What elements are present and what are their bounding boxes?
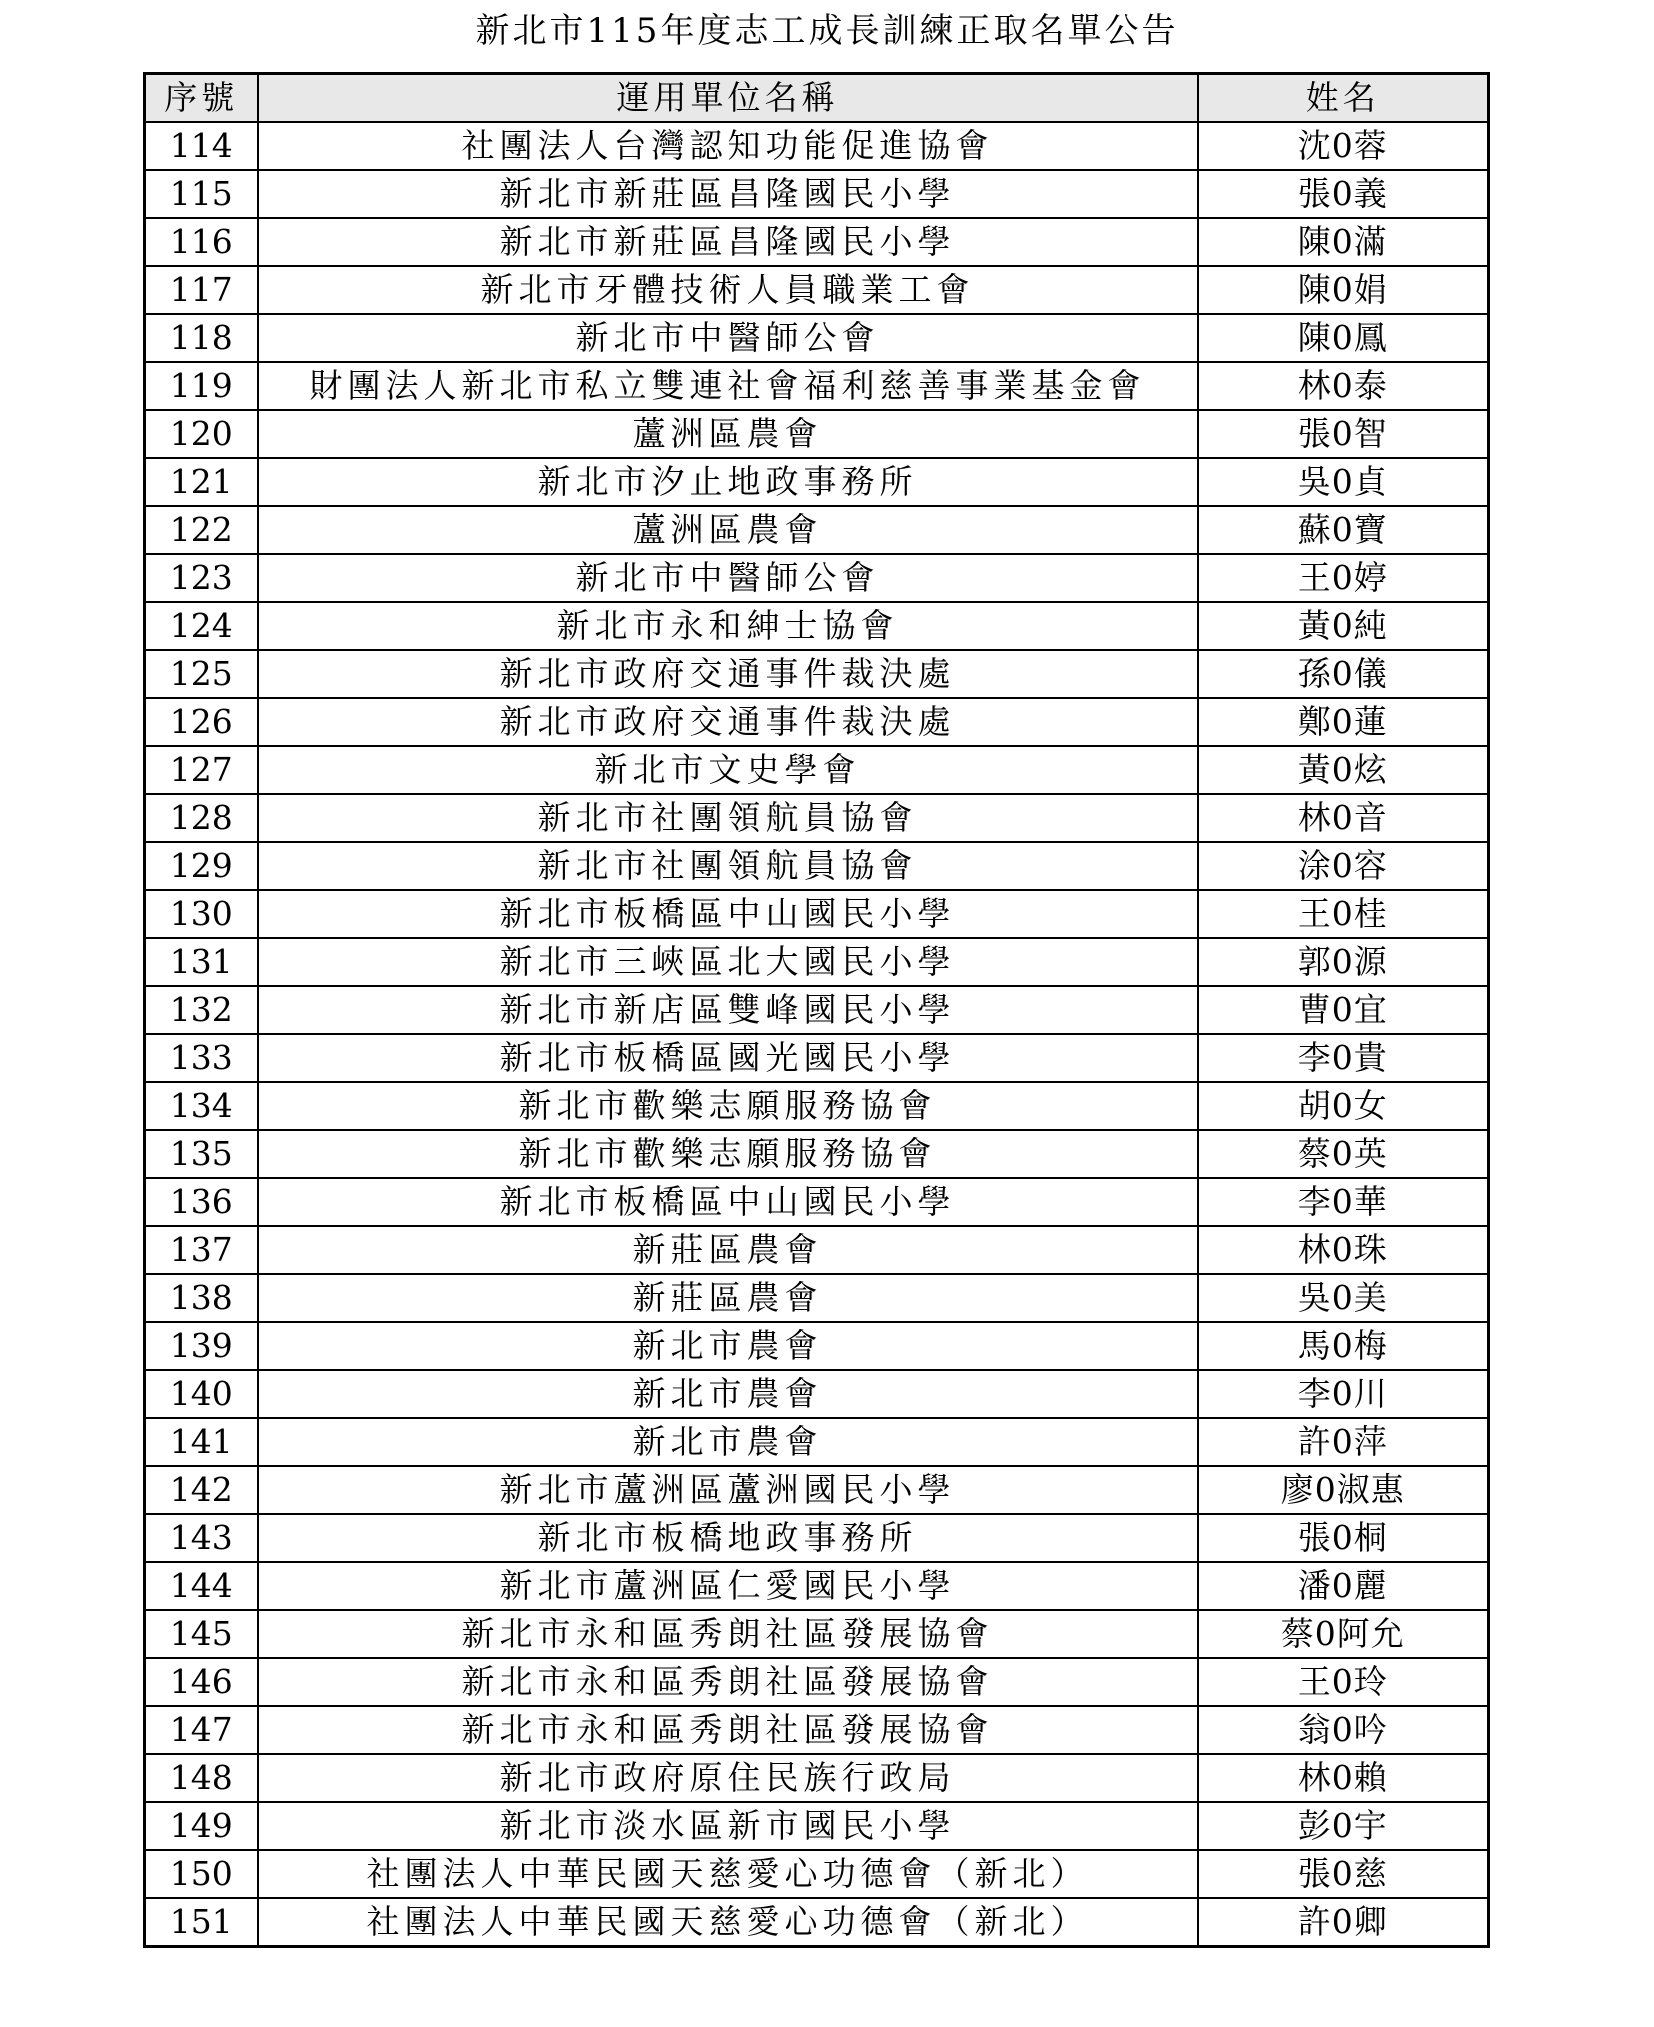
unit-name-cell: 新北市歡樂志願服務協會 <box>258 1130 1198 1178</box>
unit-name-cell: 新北市新莊區昌隆國民小學 <box>258 218 1198 266</box>
table-row <box>145 1130 1489 1178</box>
serial-number-cell: 124 <box>145 602 258 650</box>
unit-name-cell: 新北市新莊區昌隆國民小學 <box>258 170 1198 218</box>
unit-name-cell: 新北市永和區秀朗社區發展協會 <box>258 1610 1198 1658</box>
table-row <box>145 1658 1489 1706</box>
person-name-cell: 蔡0阿允 <box>1198 1610 1489 1658</box>
unit-name-cell: 新北市農會 <box>258 1370 1198 1418</box>
unit-name-cell: 財團法人新北市私立雙連社會福利慈善事業基金會 <box>258 362 1198 410</box>
table-row <box>145 1274 1489 1322</box>
table-row <box>145 842 1489 890</box>
table-row <box>145 794 1489 842</box>
unit-name-cell: 新莊區農會 <box>258 1226 1198 1274</box>
person-name-cell: 潘0麗 <box>1198 1562 1489 1610</box>
serial-number-cell: 151 <box>145 1898 258 1947</box>
table-row <box>145 1562 1489 1610</box>
table-row <box>145 650 1489 698</box>
serial-number-cell: 117 <box>145 266 258 314</box>
person-name-cell: 張0義 <box>1198 170 1489 218</box>
unit-name-cell: 新北市文史學會 <box>258 746 1198 794</box>
unit-name-cell: 新北市政府交通事件裁決處 <box>258 698 1198 746</box>
table-row <box>145 218 1489 266</box>
unit-name-cell: 社團法人中華民國天慈愛心功德會（新北） <box>258 1898 1198 1947</box>
unit-name-cell: 新北市中醫師公會 <box>258 314 1198 362</box>
table-row <box>145 1418 1489 1466</box>
serial-number-cell: 128 <box>145 794 258 842</box>
person-name-cell: 曹0宜 <box>1198 986 1489 1034</box>
serial-number-cell: 137 <box>145 1226 258 1274</box>
person-name-cell: 陳0娟 <box>1198 266 1489 314</box>
table-row <box>145 458 1489 506</box>
unit-name-cell: 社團法人台灣認知功能促進協會 <box>258 122 1198 170</box>
table-row <box>145 266 1489 314</box>
unit-name-cell: 新北市板橋區國光國民小學 <box>258 1034 1198 1082</box>
person-name-cell: 孫0儀 <box>1198 650 1489 698</box>
serial-number-cell: 149 <box>145 1802 258 1850</box>
unit-name-cell: 新北市牙體技術人員職業工會 <box>258 266 1198 314</box>
header-person-name: 姓名 <box>1198 74 1489 123</box>
person-name-cell: 張0智 <box>1198 410 1489 458</box>
serial-number-cell: 122 <box>145 506 258 554</box>
serial-number-cell: 150 <box>145 1850 258 1898</box>
person-name-cell: 黃0純 <box>1198 602 1489 650</box>
person-name-cell: 鄭0蓮 <box>1198 698 1489 746</box>
header-row <box>145 74 1489 123</box>
serial-number-cell: 119 <box>145 362 258 410</box>
serial-number-cell: 141 <box>145 1418 258 1466</box>
table-row <box>145 890 1489 938</box>
table-row <box>145 1802 1489 1850</box>
person-name-cell: 王0婷 <box>1198 554 1489 602</box>
unit-name-cell: 社團法人中華民國天慈愛心功德會（新北） <box>258 1850 1198 1898</box>
person-name-cell: 陳0鳳 <box>1198 314 1489 362</box>
table-row <box>145 1898 1489 1947</box>
table-row <box>145 1082 1489 1130</box>
person-name-cell: 翁0吟 <box>1198 1706 1489 1754</box>
unit-name-cell: 新北市蘆洲區蘆洲國民小學 <box>258 1466 1198 1514</box>
serial-number-cell: 118 <box>145 314 258 362</box>
serial-number-cell: 138 <box>145 1274 258 1322</box>
person-name-cell: 許0卿 <box>1198 1898 1489 1947</box>
serial-number-cell: 143 <box>145 1514 258 1562</box>
serial-number-cell: 148 <box>145 1754 258 1802</box>
unit-name-cell: 新北市社團領航員協會 <box>258 842 1198 890</box>
table-row <box>145 122 1489 170</box>
serial-number-cell: 116 <box>145 218 258 266</box>
serial-number-cell: 126 <box>145 698 258 746</box>
person-name-cell: 許0萍 <box>1198 1418 1489 1466</box>
unit-name-cell: 新北市蘆洲區仁愛國民小學 <box>258 1562 1198 1610</box>
unit-name-cell: 新北市中醫師公會 <box>258 554 1198 602</box>
table-row <box>145 1370 1489 1418</box>
serial-number-cell: 133 <box>145 1034 258 1082</box>
unit-name-cell: 新北市板橋地政事務所 <box>258 1514 1198 1562</box>
table-row <box>145 506 1489 554</box>
serial-number-cell: 127 <box>145 746 258 794</box>
unit-name-cell: 新北市新店區雙峰國民小學 <box>258 986 1198 1034</box>
unit-name-cell: 新北市板橋區中山國民小學 <box>258 1178 1198 1226</box>
person-name-cell: 林0賴 <box>1198 1754 1489 1802</box>
person-name-cell: 林0珠 <box>1198 1226 1489 1274</box>
table-row <box>145 1706 1489 1754</box>
unit-name-cell: 蘆洲區農會 <box>258 410 1198 458</box>
person-name-cell: 蔡0英 <box>1198 1130 1489 1178</box>
person-name-cell: 陳0滿 <box>1198 218 1489 266</box>
serial-number-cell: 120 <box>145 410 258 458</box>
unit-name-cell: 新北市三峽區北大國民小學 <box>258 938 1198 986</box>
person-name-cell: 林0音 <box>1198 794 1489 842</box>
unit-name-cell: 新莊區農會 <box>258 1274 1198 1322</box>
table-row <box>145 1178 1489 1226</box>
unit-name-cell: 新北市政府交通事件裁決處 <box>258 650 1198 698</box>
person-name-cell: 張0慈 <box>1198 1850 1489 1898</box>
person-name-cell: 李0華 <box>1198 1178 1489 1226</box>
table-row <box>145 1034 1489 1082</box>
serial-number-cell: 136 <box>145 1178 258 1226</box>
volunteer-list-table <box>143 72 1490 1948</box>
serial-number-cell: 134 <box>145 1082 258 1130</box>
person-name-cell: 黃0炫 <box>1198 746 1489 794</box>
person-name-cell: 張0桐 <box>1198 1514 1489 1562</box>
table-row <box>145 1850 1489 1898</box>
header-serial-number: 序號 <box>145 74 258 123</box>
person-name-cell: 王0玲 <box>1198 1658 1489 1706</box>
person-name-cell: 吳0美 <box>1198 1274 1489 1322</box>
serial-number-cell: 115 <box>145 170 258 218</box>
person-name-cell: 王0桂 <box>1198 890 1489 938</box>
unit-name-cell: 新北市永和紳士協會 <box>258 602 1198 650</box>
serial-number-cell: 139 <box>145 1322 258 1370</box>
serial-number-cell: 132 <box>145 986 258 1034</box>
unit-name-cell: 新北市永和區秀朗社區發展協會 <box>258 1658 1198 1706</box>
unit-name-cell: 新北市農會 <box>258 1418 1198 1466</box>
person-name-cell: 蘇0寶 <box>1198 506 1489 554</box>
serial-number-cell: 125 <box>145 650 258 698</box>
unit-name-cell: 新北市農會 <box>258 1322 1198 1370</box>
serial-number-cell: 146 <box>145 1658 258 1706</box>
serial-number-cell: 142 <box>145 1466 258 1514</box>
serial-number-cell: 130 <box>145 890 258 938</box>
serial-number-cell: 147 <box>145 1706 258 1754</box>
unit-name-cell: 蘆洲區農會 <box>258 506 1198 554</box>
serial-number-cell: 121 <box>145 458 258 506</box>
unit-name-cell: 新北市永和區秀朗社區發展協會 <box>258 1706 1198 1754</box>
unit-name-cell: 新北市歡樂志願服務協會 <box>258 1082 1198 1130</box>
page-title: 新北市115年度志工成長訓練正取名單公告 <box>475 11 1179 51</box>
person-name-cell: 胡0女 <box>1198 1082 1489 1130</box>
unit-name-cell: 新北市汐止地政事務所 <box>258 458 1198 506</box>
unit-name-cell: 新北市政府原住民族行政局 <box>258 1754 1198 1802</box>
serial-number-cell: 144 <box>145 1562 258 1610</box>
person-name-cell: 郭0源 <box>1198 938 1489 986</box>
person-name-cell: 吳0貞 <box>1198 458 1489 506</box>
unit-name-cell: 新北市板橋區中山國民小學 <box>258 890 1198 938</box>
serial-number-cell: 129 <box>145 842 258 890</box>
unit-name-cell: 新北市社團領航員協會 <box>258 794 1198 842</box>
person-name-cell: 李0貴 <box>1198 1034 1489 1082</box>
table-row <box>145 554 1489 602</box>
table-row <box>145 1754 1489 1802</box>
unit-name-cell: 新北市淡水區新市國民小學 <box>258 1802 1198 1850</box>
person-name-cell: 馬0梅 <box>1198 1322 1489 1370</box>
table-row <box>145 698 1489 746</box>
table-row <box>145 362 1489 410</box>
person-name-cell: 涂0容 <box>1198 842 1489 890</box>
serial-number-cell: 131 <box>145 938 258 986</box>
header-unit-name: 運用單位名稱 <box>258 74 1198 123</box>
serial-number-cell: 140 <box>145 1370 258 1418</box>
table-row <box>145 1610 1489 1658</box>
table-row <box>145 1226 1489 1274</box>
person-name-cell: 彭0宇 <box>1198 1802 1489 1850</box>
serial-number-cell: 114 <box>145 122 258 170</box>
serial-number-cell: 135 <box>145 1130 258 1178</box>
person-name-cell: 廖0淑惠 <box>1198 1466 1489 1514</box>
table-row <box>145 1514 1489 1562</box>
serial-number-cell: 145 <box>145 1610 258 1658</box>
table-row <box>145 1466 1489 1514</box>
table-body <box>145 122 1489 1947</box>
person-name-cell: 林0泰 <box>1198 362 1489 410</box>
table-row <box>145 314 1489 362</box>
person-name-cell: 沈0蓉 <box>1198 122 1489 170</box>
table-row <box>145 746 1489 794</box>
table-row <box>145 410 1489 458</box>
table-header <box>145 74 1489 123</box>
table-row <box>145 170 1489 218</box>
table-row <box>145 986 1489 1034</box>
person-name-cell: 李0川 <box>1198 1370 1489 1418</box>
serial-number-cell: 123 <box>145 554 258 602</box>
table-row <box>145 602 1489 650</box>
table-row <box>145 938 1489 986</box>
table-row <box>145 1322 1489 1370</box>
